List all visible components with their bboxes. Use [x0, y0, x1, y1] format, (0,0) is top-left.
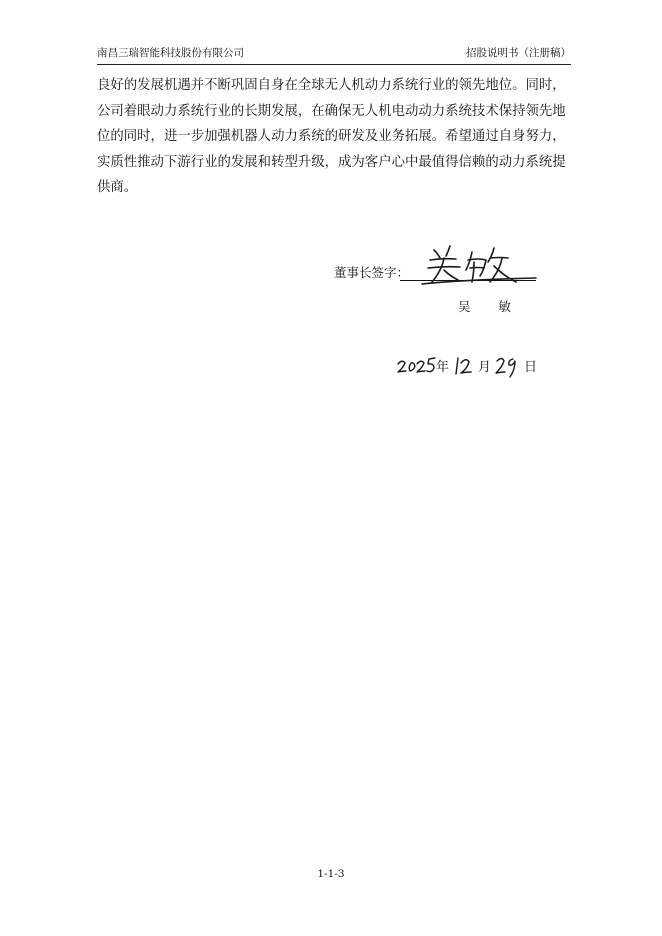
header-document-title: 招股说明书（注册稿） — [466, 47, 571, 59]
body-paragraph — [97, 73, 566, 201]
date-year-char: 年 — [436, 360, 450, 375]
body-line: 位的同时，进一步加强机器人动力系统的研发及业务拓展。希望通过自身努力， — [97, 129, 566, 144]
handwritten-signature — [420, 240, 540, 290]
body-line: 实质性推动下游行业的发展和转型升级，成为客户心中最值得信赖的动力系统提 — [97, 154, 566, 170]
signature-label: 董事长签字： — [334, 265, 410, 280]
page-header — [97, 44, 571, 65]
body-line: 供商。 — [97, 180, 138, 195]
date-month-char: 月 — [478, 360, 492, 375]
handwritten-date — [394, 350, 544, 380]
date-day-char: 日 — [524, 360, 538, 375]
printed-signatory-name: 吴 敏 — [458, 299, 523, 314]
page-number: 1-1-3 — [317, 868, 345, 880]
body-line: 公司着眼动力系统行业的长期发展，在确保无人机电动动力系统技术保持领先地 — [97, 103, 566, 119]
header-company-name: 南昌三瑞智能科技股份有限公司 — [97, 47, 244, 59]
body-line: 良好的发展机遇并不断巩固自身在全球无人机动力系统行业的领先地位。同时， — [97, 78, 566, 93]
